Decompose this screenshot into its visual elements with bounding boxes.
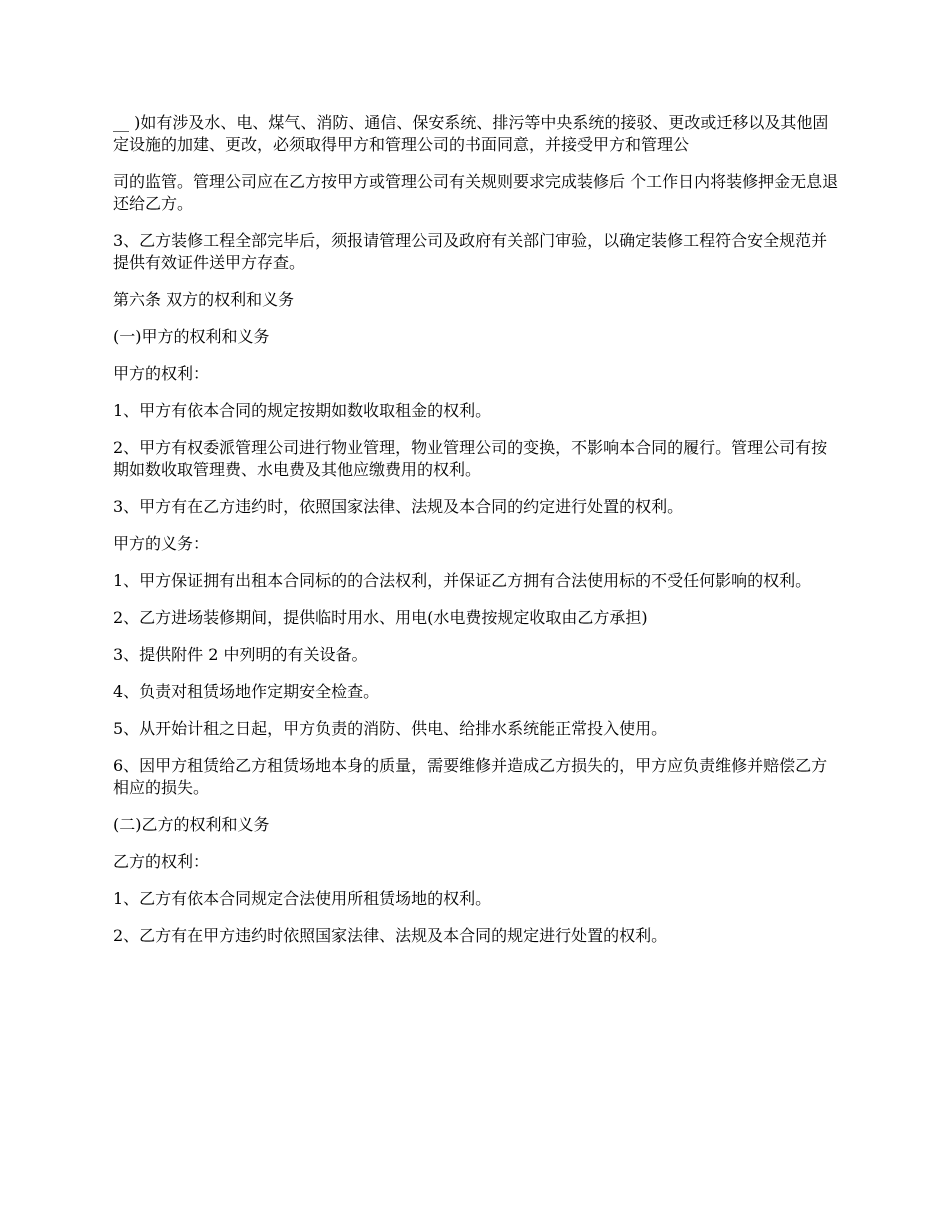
list-item: 3、甲方有在乙方违约时，依照国家法律、法规及本合同的约定进行处置的权利。 bbox=[113, 497, 684, 516]
subsection-heading-party-a: (一)甲方的权利和义务 bbox=[113, 327, 270, 346]
list-item: 1、甲方有依本合同的规定按期如数收取租金的权利。 bbox=[113, 401, 492, 420]
list-item: 6、因甲方租赁给乙方租赁场地本身的质量，需要维修并造成乙方损失的，甲方应负责维修并赔偿乙方相应的损失。 bbox=[113, 756, 828, 797]
subsection-heading-party-b: (二)乙方的权利和义务 bbox=[113, 815, 270, 834]
list-item: 2、乙方有在甲方违约时依照国家法律、法规及本合同的规定进行处置的权利。 bbox=[113, 926, 668, 945]
document-body bbox=[113, 112, 843, 962]
paragraph-clause-modification: __ )如有涉及水、电、煤气、消防、通信、保安系统、排污等中央系统的接驳、更改或迁移以及其他固定设施的加建、更改，必须取得甲方和管理公司的书面同意，并接受甲方和管理公 bbox=[113, 113, 829, 154]
list-item: 2、乙方进场装修期间，提供临时用水、用电(水电费按规定收取由乙方承担) bbox=[113, 608, 648, 627]
heading-party-a-rights: 甲方的权利： bbox=[113, 364, 210, 383]
list-item: 1、甲方保证拥有出租本合同标的的合法权利，并保证乙方拥有合法使用标的不受任何影响的权利。 bbox=[113, 571, 812, 590]
heading-party-b-rights: 乙方的权利： bbox=[113, 852, 210, 871]
list-item: 3、提供附件 2 中列明的有关设备。 bbox=[113, 645, 368, 664]
paragraph-inspection: 3、乙方装修工程全部完毕后，须报请管理公司及政府有关部门审验，以确定装修工程符合安全规范并提供有效证件送甲方存查。 bbox=[113, 231, 828, 272]
list-item: 1、乙方有依本合同规定合法使用所租赁场地的权利。 bbox=[113, 889, 492, 908]
list-item: 4、负责对租赁场地作定期安全检查。 bbox=[113, 682, 380, 701]
section-heading-article-6: 第六条 双方的权利和义务 bbox=[113, 290, 295, 309]
list-item: 2、甲方有权委派管理公司进行物业管理，物业管理公司的变换，不影响本合同的履行。管理公司有按期如数收取管理费、水电费及其他应缴费用的权利。 bbox=[113, 438, 828, 479]
list-item: 5、从开始计租之日起，甲方负责的消防、供电、给排水系统能正常投入使用。 bbox=[113, 719, 668, 738]
paragraph-deposit-refund: 司的监管。管理公司应在乙方按甲方或管理公司有关规则要求完成装修后 个工作日内将装修押金无息退还给乙方。 bbox=[113, 172, 839, 213]
heading-party-a-obligations: 甲方的义务： bbox=[113, 534, 210, 553]
